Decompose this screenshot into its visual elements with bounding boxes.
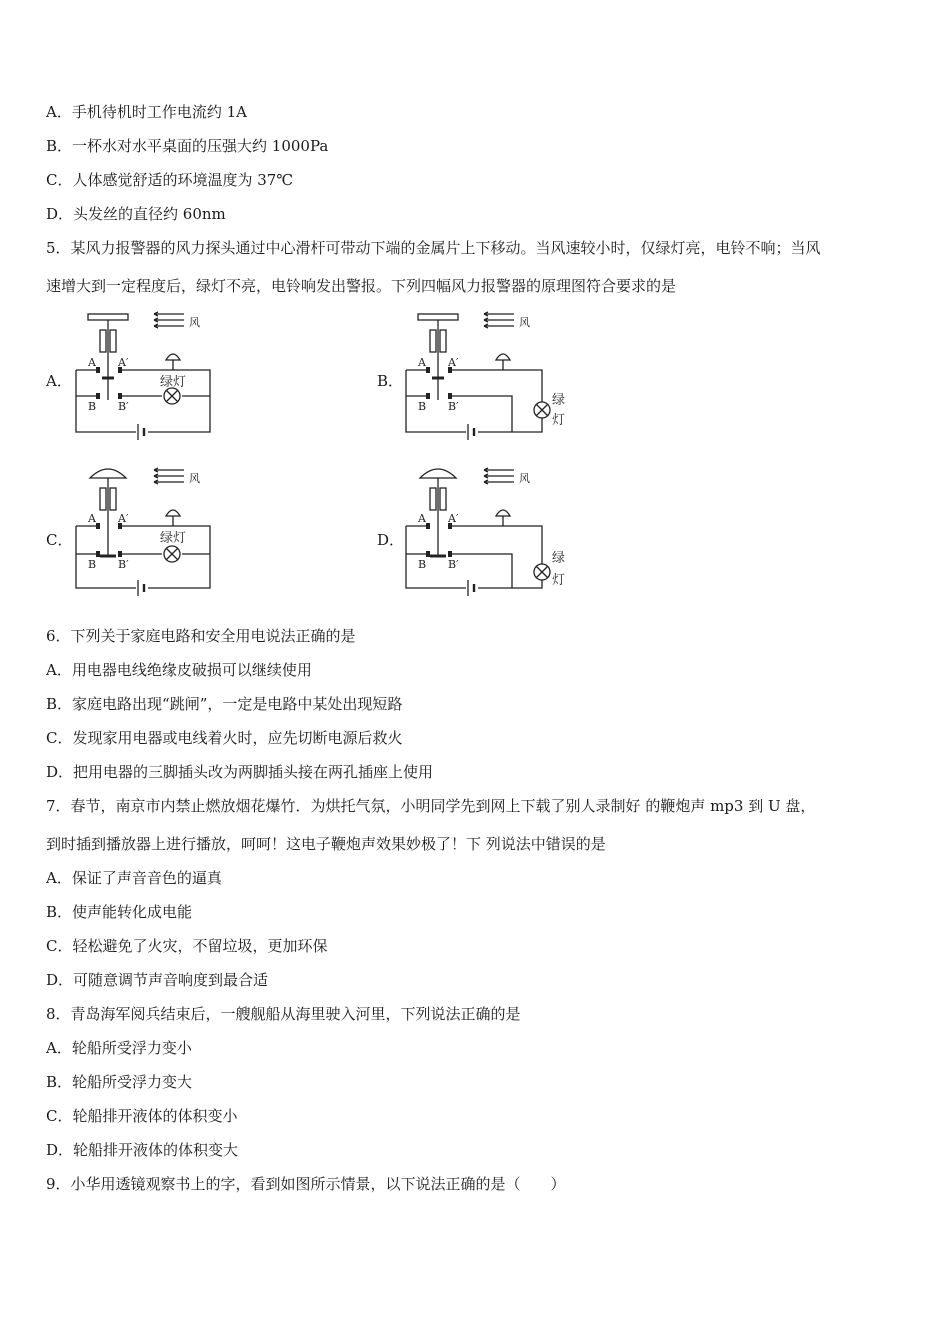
q7-option-a: A．保证了声音音色的逼真 bbox=[46, 869, 222, 887]
q8-stem: 8．青岛海军阅兵结束后，一艘舰船从海里驶入河里，下列说法正确的是 bbox=[46, 1005, 521, 1023]
q7-option-b: B．使声能转化成电能 bbox=[46, 903, 193, 921]
q6-option-c: C．发现家用电器或电线着火时，应先切断电源后救火 bbox=[46, 729, 403, 747]
q4-option-d: D．头发丝的直径约 60nm bbox=[46, 205, 226, 223]
q5-diagram-d bbox=[402, 462, 568, 596]
q7-stem-line1: 7．春节，南京市内禁止燃放烟花爆竹．为烘托气氛，小明同学先到网上下载了别人录制好 的鞭炮声 mp3 到 U 盘， bbox=[46, 797, 816, 815]
contact-a-prime-label: A′ bbox=[118, 512, 129, 525]
q9-stem: 9．小华用透镜观察书上的字，看到如图所示情景，以下说法正确的是（ ） bbox=[46, 1175, 566, 1193]
green-lamp-label: 绿灯 bbox=[160, 531, 187, 546]
q7-option-d: D．可随意调节声音响度到最合适 bbox=[46, 971, 269, 989]
green-lamp-label-bottom: 灯 bbox=[552, 413, 566, 428]
q5-diagram-a bbox=[72, 306, 214, 440]
contact-a-prime-label: A′ bbox=[448, 356, 459, 369]
contact-b-label: B bbox=[418, 400, 427, 413]
contact-a-label: A bbox=[88, 512, 96, 525]
contact-b-prime-label: B′ bbox=[118, 400, 129, 413]
q8-option-a: A．轮船所受浮力变小 bbox=[46, 1039, 192, 1057]
q5-stem-line2: 速增大到一定程度后，绿灯不亮，电铃响发出警报。下列四幅风力报警器的原理图符合要求的是 bbox=[46, 277, 677, 295]
green-lamp-label-top: 绿 bbox=[552, 393, 566, 408]
q5-option-d-label: D． bbox=[377, 531, 405, 549]
q8-option-d: D．轮船排开液体的体积变大 bbox=[46, 1141, 239, 1159]
q5-stem-line1: 5．某风力报警器的风力探头通过中心滑杆可带动下端的金属片上下移动。当风速较小时，仅绿灯亮，电铃不响；当风 bbox=[46, 239, 821, 257]
contact-a-label: A bbox=[88, 356, 96, 369]
wind-label: 风 bbox=[519, 472, 530, 485]
wind-label: 风 bbox=[519, 316, 530, 329]
q8-option-c: C．轮船排开液体的体积变小 bbox=[46, 1107, 238, 1125]
contact-a-label: A bbox=[418, 356, 426, 369]
q5-option-c-label: C． bbox=[46, 531, 73, 549]
contact-b-label: B bbox=[418, 558, 427, 571]
q4-option-a: A．手机待机时工作电流约 1A bbox=[46, 103, 247, 121]
contact-a-label: A bbox=[418, 512, 426, 525]
q6-option-a: A．用电器电线绝缘皮破损可以继续使用 bbox=[46, 661, 312, 679]
contact-b-prime-label: B′ bbox=[118, 558, 129, 571]
q4-option-b: B．一杯水对水平桌面的压强大约 1000Pa bbox=[46, 137, 329, 155]
q5-option-b-label: B． bbox=[377, 372, 404, 390]
contact-a-prime-label: A′ bbox=[118, 356, 129, 369]
q5-diagram-c bbox=[72, 462, 214, 596]
contact-b-prime-label: B′ bbox=[448, 400, 459, 413]
q5-option-a-label: A． bbox=[46, 372, 72, 390]
q6-option-b: B．家庭电路出现“跳闸”，一定是电路中某处出现短路 bbox=[46, 695, 403, 713]
q7-option-c: C．轻松避免了火灾，不留垃圾，更加环保 bbox=[46, 937, 328, 955]
q6-option-d: D．把用电器的三脚插头改为两脚插头接在两孔插座上使用 bbox=[46, 763, 434, 781]
green-lamp-label-top: 绿 bbox=[552, 551, 566, 566]
q7-stem-line2: 到时插到播放器上进行播放，呵呵！这电子鞭炮声效果妙极了！下 列说法中错误的是 bbox=[46, 835, 606, 853]
contact-b-prime-label: B′ bbox=[448, 558, 459, 571]
q6-stem: 6．下列关于家庭电路和安全用电说法正确的是 bbox=[46, 627, 356, 645]
contact-b-label: B bbox=[88, 400, 97, 413]
q8-option-b: B．轮船所受浮力变大 bbox=[46, 1073, 193, 1091]
contact-b-label: B bbox=[88, 558, 97, 571]
green-lamp-label-bottom: 灯 bbox=[552, 573, 566, 588]
contact-a-prime-label: A′ bbox=[448, 512, 459, 525]
q5-diagram-b bbox=[402, 306, 568, 440]
q4-option-c: C．人体感觉舒适的环境温度为 37℃ bbox=[46, 171, 294, 189]
wind-label: 风 bbox=[189, 316, 200, 329]
green-lamp-label: 绿灯 bbox=[160, 375, 187, 390]
wind-label: 风 bbox=[189, 472, 200, 485]
